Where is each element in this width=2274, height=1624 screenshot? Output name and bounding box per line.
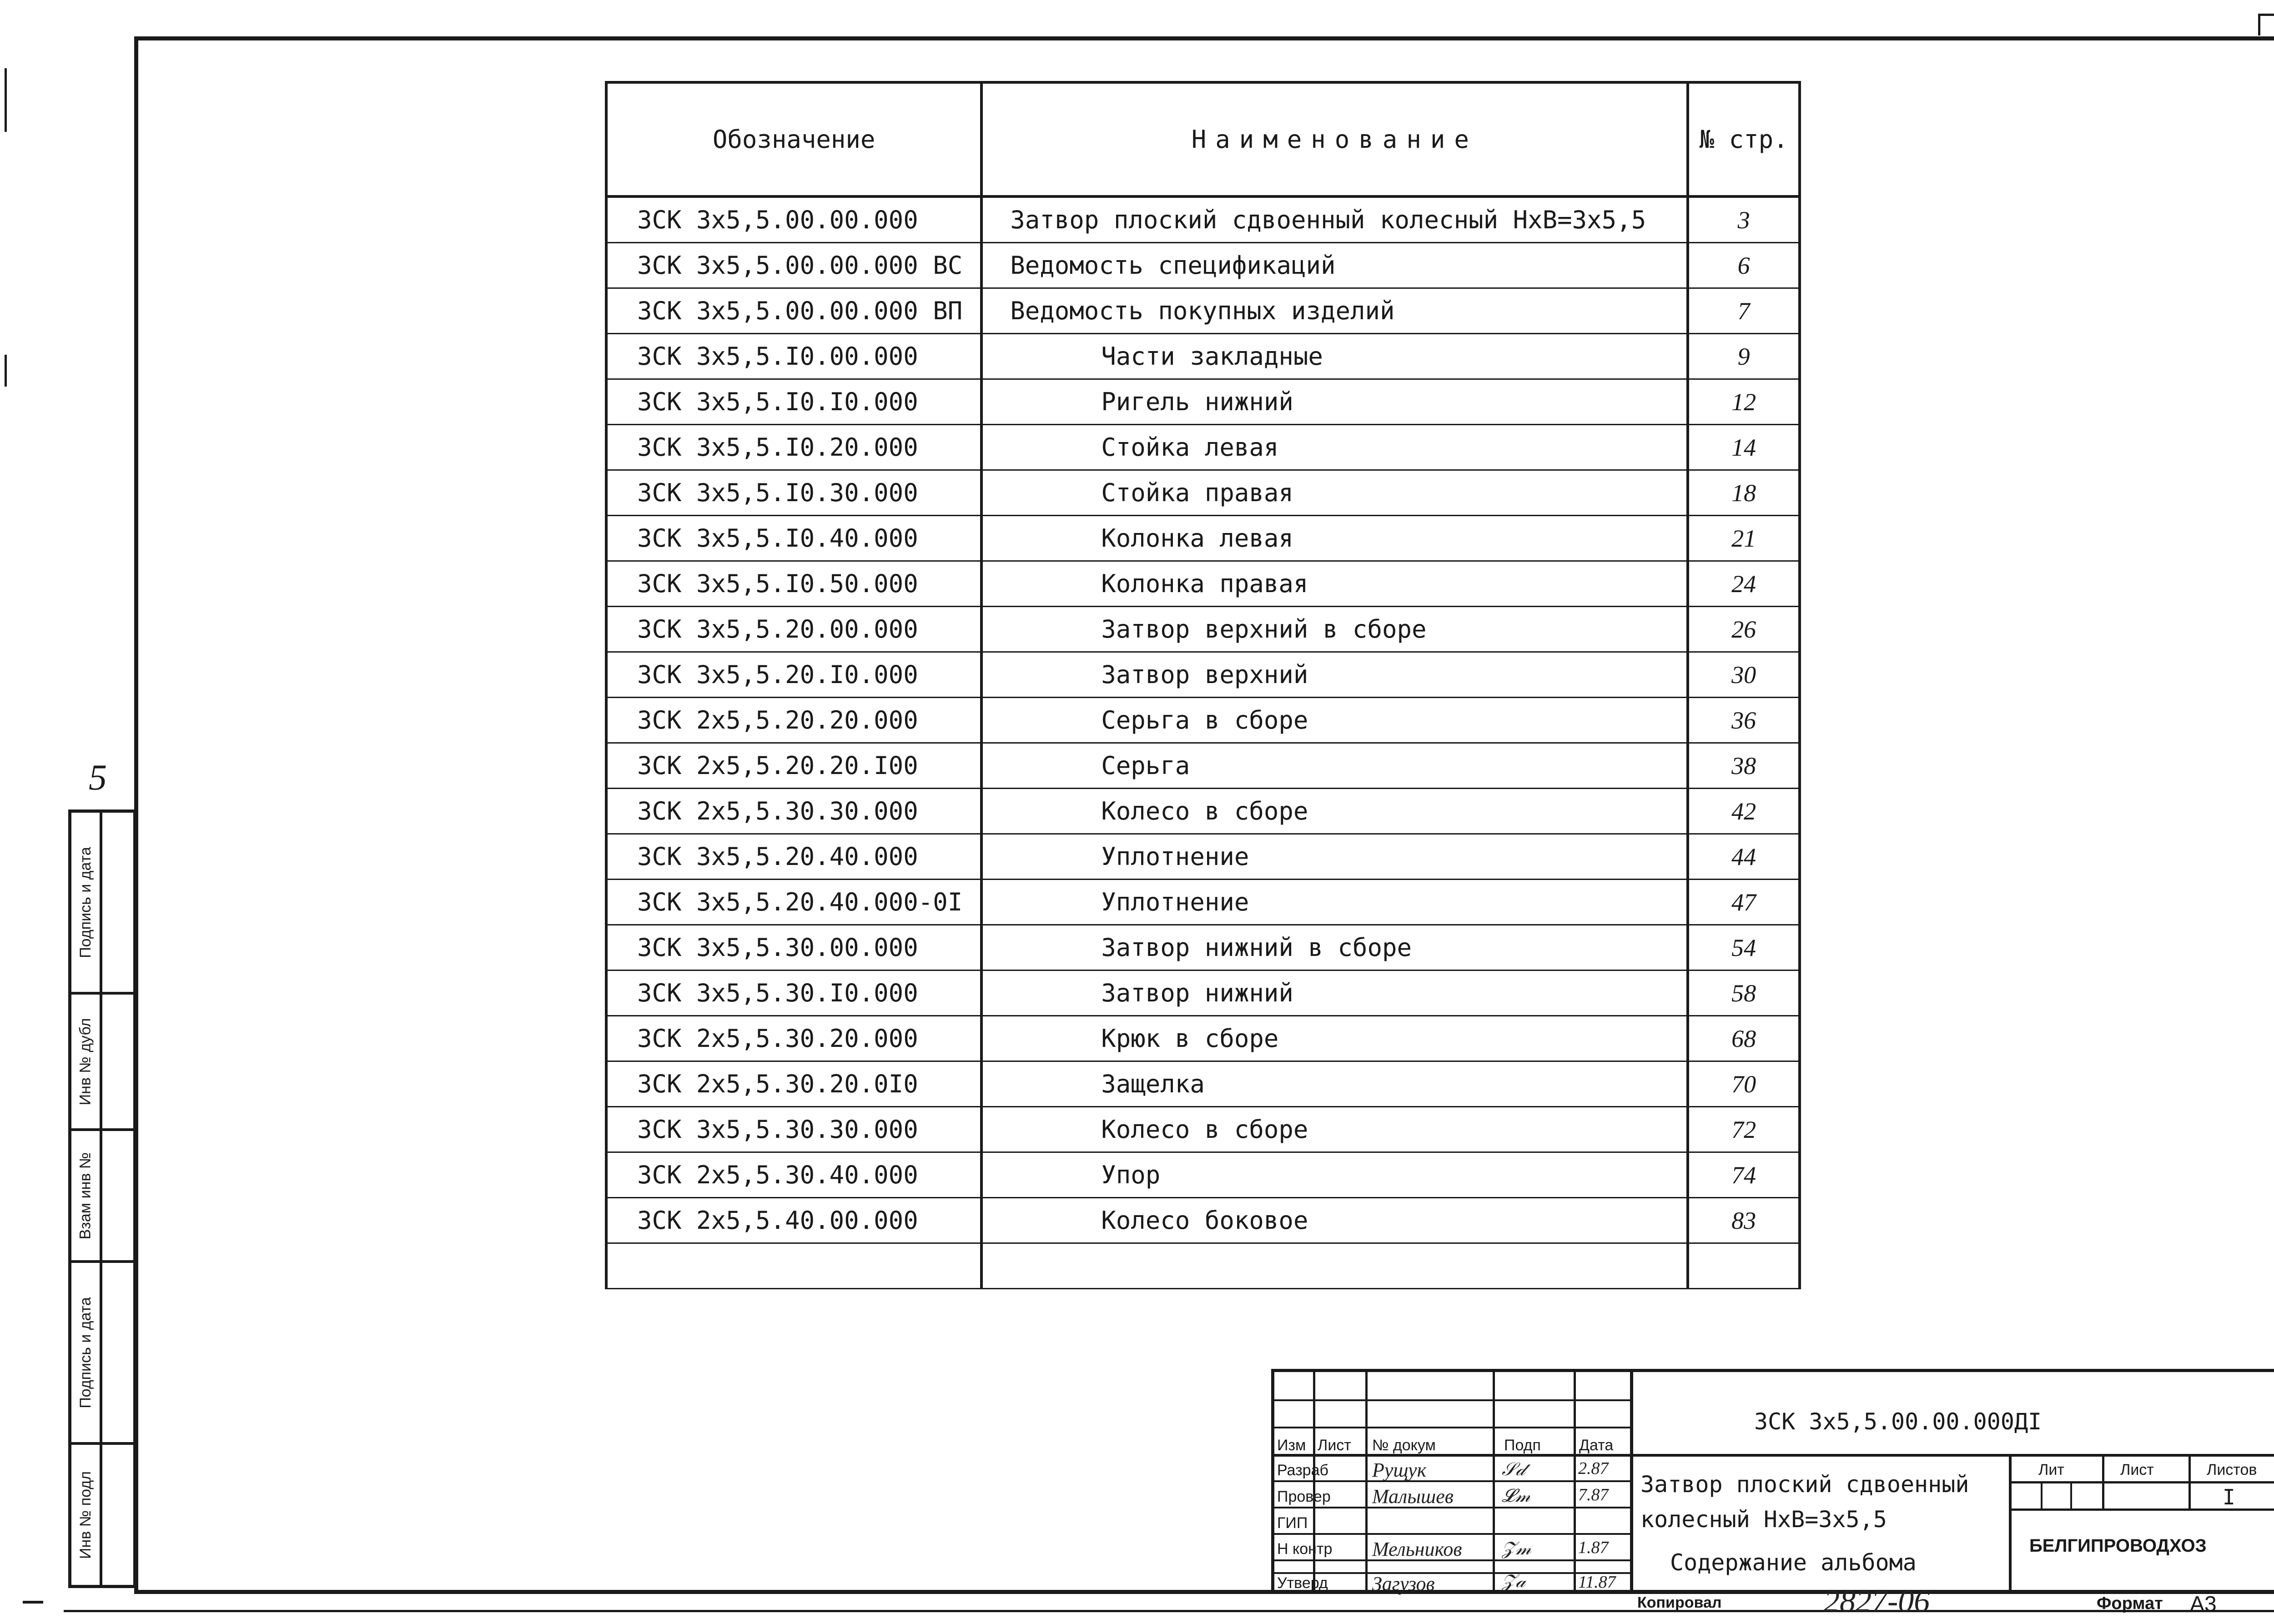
table-row: [606, 1198, 1800, 1243]
table-row: [606, 880, 1800, 925]
tb-list-stage-label: Лист: [2120, 1461, 2154, 1478]
empty-cell: [981, 1243, 1688, 1289]
table-row: [606, 743, 1800, 789]
row-page: 14: [1688, 425, 1800, 470]
header-designation: Обозначение: [606, 82, 981, 196]
side-stamp-label: Подпись и дата: [76, 846, 94, 958]
row-page: 70: [1688, 1061, 1800, 1107]
side-stamp-label: Инв № дубл: [76, 1018, 94, 1105]
side-stamp-cell: [71, 995, 133, 1131]
row-name: Ригель нижний: [981, 379, 1688, 425]
tb-listov-label: Листов: [2207, 1461, 2257, 1478]
footer-format-value: А3: [2190, 1592, 2217, 1616]
row-page: 38: [1688, 743, 1800, 789]
row-designation: ЗСК 3х5,5.I0.40.000: [606, 516, 981, 561]
tb-person: Малышев: [1372, 1485, 1454, 1508]
row-page: 30: [1688, 652, 1800, 698]
row-page: 24: [1688, 561, 1800, 607]
empty-cell: [1688, 1243, 1800, 1289]
row-designation: ЗСК 3х5,5.00.00.000: [606, 196, 981, 243]
tb-listov-value: I: [2223, 1485, 2235, 1509]
table-row: [606, 1016, 1800, 1061]
side-stamp-cell: [71, 813, 133, 995]
table-row: [606, 652, 1800, 698]
sheet-number: [2258, 14, 2274, 35]
row-page: 26: [1688, 607, 1800, 652]
table-header-row: [606, 82, 1800, 196]
table-row: [606, 425, 1800, 470]
row-designation: ЗСК 3х5,5.00.00.000 ВС: [606, 243, 981, 288]
row-name: Серьга в сборе: [981, 698, 1688, 743]
side-stamp-label: Взам инв №: [76, 1152, 94, 1239]
tb-person: Загузов: [1372, 1573, 1435, 1595]
tb-role: Утверд: [1277, 1574, 1328, 1592]
footer-format-label: Формат: [2097, 1594, 2163, 1613]
row-designation: ЗСК 2х5,5.30.20.000: [606, 1016, 981, 1061]
table-row: [606, 925, 1800, 970]
row-page: 83: [1688, 1198, 1800, 1243]
title-block: [1271, 1369, 2274, 1594]
tb-signature: 𝓛𝓂: [1502, 1485, 1531, 1506]
row-name: Затвор верхний в сборе: [981, 607, 1688, 652]
row-page: 9: [1688, 334, 1800, 379]
row-name: Стойка правая: [981, 470, 1688, 516]
row-designation: ЗСК 3х5,5.I0.00.000: [606, 334, 981, 379]
bottom-trim-line: [64, 1610, 2274, 1612]
row-designation: ЗСК 3х5,5.I0.I0.000: [606, 379, 981, 425]
row-page: 54: [1688, 925, 1800, 970]
row-designation: ЗСК 2х5,5.20.20.I00: [606, 743, 981, 789]
tb-role: ГИП: [1277, 1514, 1308, 1532]
table-row: [606, 607, 1800, 652]
row-name: Стойка левая: [981, 425, 1688, 470]
row-page: 6: [1688, 243, 1800, 288]
tb-date: 11.87: [1578, 1573, 1616, 1592]
tb-sign-label: Подп: [1504, 1437, 1541, 1454]
side-stamp-cell: [71, 1131, 133, 1263]
tb-document-code: ЗСК 3х5,5.00.00.000ДI: [1754, 1408, 2042, 1435]
row-name: Колонка левая: [981, 516, 1688, 561]
row-designation: ЗСК 3х5,5.I0.30.000: [606, 470, 981, 516]
row-name: Колонка правая: [981, 561, 1688, 607]
row-page: 47: [1688, 880, 1800, 925]
row-designation: ЗСК 2х5,5.30.20.0I0: [606, 1061, 981, 1107]
row-page: 72: [1688, 1107, 1800, 1152]
row-page: 68: [1688, 1016, 1800, 1061]
row-name: Ведомость покупных изделий: [981, 288, 1688, 334]
row-name: Упор: [981, 1152, 1688, 1198]
row-page: 7: [1688, 288, 1800, 334]
table-row: [606, 789, 1800, 834]
row-page: 36: [1688, 698, 1800, 743]
row-page: 58: [1688, 970, 1800, 1016]
row-name: Колесо в сборе: [981, 1107, 1688, 1152]
tb-docno-label: № докум: [1372, 1437, 1436, 1454]
row-name: Части закладные: [981, 334, 1688, 379]
row-name: Колесо в сборе: [981, 789, 1688, 834]
table-row: [606, 1152, 1800, 1198]
row-page: 44: [1688, 834, 1800, 880]
row-name: Затвор плоский сдвоенный колесный НхВ=3х5,5: [981, 196, 1688, 243]
table-row: [606, 470, 1800, 516]
side-stamp-label: Подпись и дата: [76, 1297, 94, 1408]
row-name: Уплотнение: [981, 834, 1688, 880]
table-row-empty: [606, 1243, 1800, 1289]
row-page: 42: [1688, 789, 1800, 834]
row-page: 3: [1688, 196, 1800, 243]
row-designation: ЗСК 3х5,5.20.40.000: [606, 834, 981, 880]
tb-signature: 𝒵𝓂: [1502, 1538, 1531, 1559]
row-name: Серьга: [981, 743, 1688, 789]
side-stamp-cell: [71, 1263, 133, 1445]
row-name: Затвор нижний в сборе: [981, 925, 1688, 970]
side-stamp-label: Инв № подл: [76, 1471, 94, 1559]
table-row: [606, 698, 1800, 743]
table-row: [606, 1061, 1800, 1107]
table-row: [606, 970, 1800, 1016]
row-page: 12: [1688, 379, 1800, 425]
tb-title-line1: Затвор плоский сдвоенный: [1640, 1471, 1969, 1498]
tb-role: Н контр: [1277, 1540, 1333, 1558]
row-designation: ЗСК 3х5,5.30.00.000: [606, 925, 981, 970]
table-row: [606, 834, 1800, 880]
row-name: Колесо боковое: [981, 1198, 1688, 1243]
tb-date-label: Дата: [1579, 1437, 1614, 1454]
footer-copied-label: Копировал: [1637, 1594, 1722, 1611]
row-designation: ЗСК 2х5,5.40.00.000: [606, 1198, 981, 1243]
row-designation: ЗСК 3х5,5.30.I0.000: [606, 970, 981, 1016]
tb-role: Провер: [1277, 1488, 1331, 1505]
row-name: Уплотнение: [981, 880, 1688, 925]
row-designation: ЗСК 3х5,5.20.00.000: [606, 607, 981, 652]
table-row: [606, 196, 1800, 243]
table-row: [606, 379, 1800, 425]
row-page: 21: [1688, 516, 1800, 561]
tb-date: 2.87: [1578, 1459, 1609, 1478]
tb-date: 1.87: [1578, 1538, 1609, 1557]
margin-mark: [23, 1601, 43, 1604]
table-row: [606, 516, 1800, 561]
header-page: № стр.: [1688, 82, 1800, 196]
footer-number: 2827-06: [1824, 1584, 1930, 1619]
tb-organization: БЕЛГИПРОВОДХОЗ: [2029, 1536, 2207, 1556]
margin-mark: [5, 68, 7, 132]
row-designation: ЗСК 3х5,5.20.I0.000: [606, 652, 981, 698]
row-page: 18: [1688, 470, 1800, 516]
table-row: [606, 243, 1800, 288]
table-row: [606, 288, 1800, 334]
tb-lit-label: Лит: [2038, 1461, 2064, 1478]
tb-signature: 𝒮𝒹: [1502, 1459, 1525, 1479]
row-name: Крюк в сборе: [981, 1016, 1688, 1061]
table-row: [606, 1107, 1800, 1152]
side-stamp: [68, 809, 136, 1588]
row-designation: ЗСК 3х5,5.20.40.000-0I: [606, 880, 981, 925]
table-row: [606, 334, 1800, 379]
row-designation: ЗСК 3х5,5.I0.20.000: [606, 425, 981, 470]
tb-person: Мельников: [1372, 1538, 1462, 1560]
tb-subtitle: Содержание альбома: [1670, 1549, 1917, 1576]
tb-list-label: Лист: [1318, 1437, 1351, 1454]
corner-number: 5: [89, 758, 107, 798]
row-designation: ЗСК 2х5,5.30.30.000: [606, 789, 981, 834]
row-designation: ЗСК 3х5,5.00.00.000 ВП: [606, 288, 981, 334]
row-name: Защелка: [981, 1061, 1688, 1107]
table-body: [606, 196, 1800, 1289]
row-name: Затвор нижний: [981, 970, 1688, 1016]
row-page: 74: [1688, 1152, 1800, 1198]
header-name: Наименование: [981, 82, 1688, 196]
contents-table: [605, 81, 1801, 1289]
row-designation: ЗСК 2х5,5.20.20.000: [606, 698, 981, 743]
tb-person: Рущук: [1372, 1459, 1427, 1481]
empty-cell: [606, 1243, 981, 1289]
table-row: [606, 561, 1800, 607]
margin-mark: [5, 355, 7, 387]
row-name: Затвор верхний: [981, 652, 1688, 698]
tb-date: 7.87: [1578, 1485, 1609, 1504]
tb-role: Разраб: [1277, 1462, 1328, 1479]
row-name: Ведомость спецификаций: [981, 243, 1688, 288]
tb-signature: 𝒵𝒶: [1502, 1571, 1526, 1591]
row-designation: ЗСК 3х5,5.I0.50.000: [606, 561, 981, 607]
side-stamp-cell: [71, 1445, 133, 1585]
tb-title-line2: колесный НхВ=3х5,5: [1640, 1506, 1887, 1533]
row-designation: ЗСК 3х5,5.30.30.000: [606, 1107, 981, 1152]
tb-izm-label: Изм: [1277, 1437, 1306, 1454]
row-designation: ЗСК 2х5,5.30.40.000: [606, 1152, 981, 1198]
